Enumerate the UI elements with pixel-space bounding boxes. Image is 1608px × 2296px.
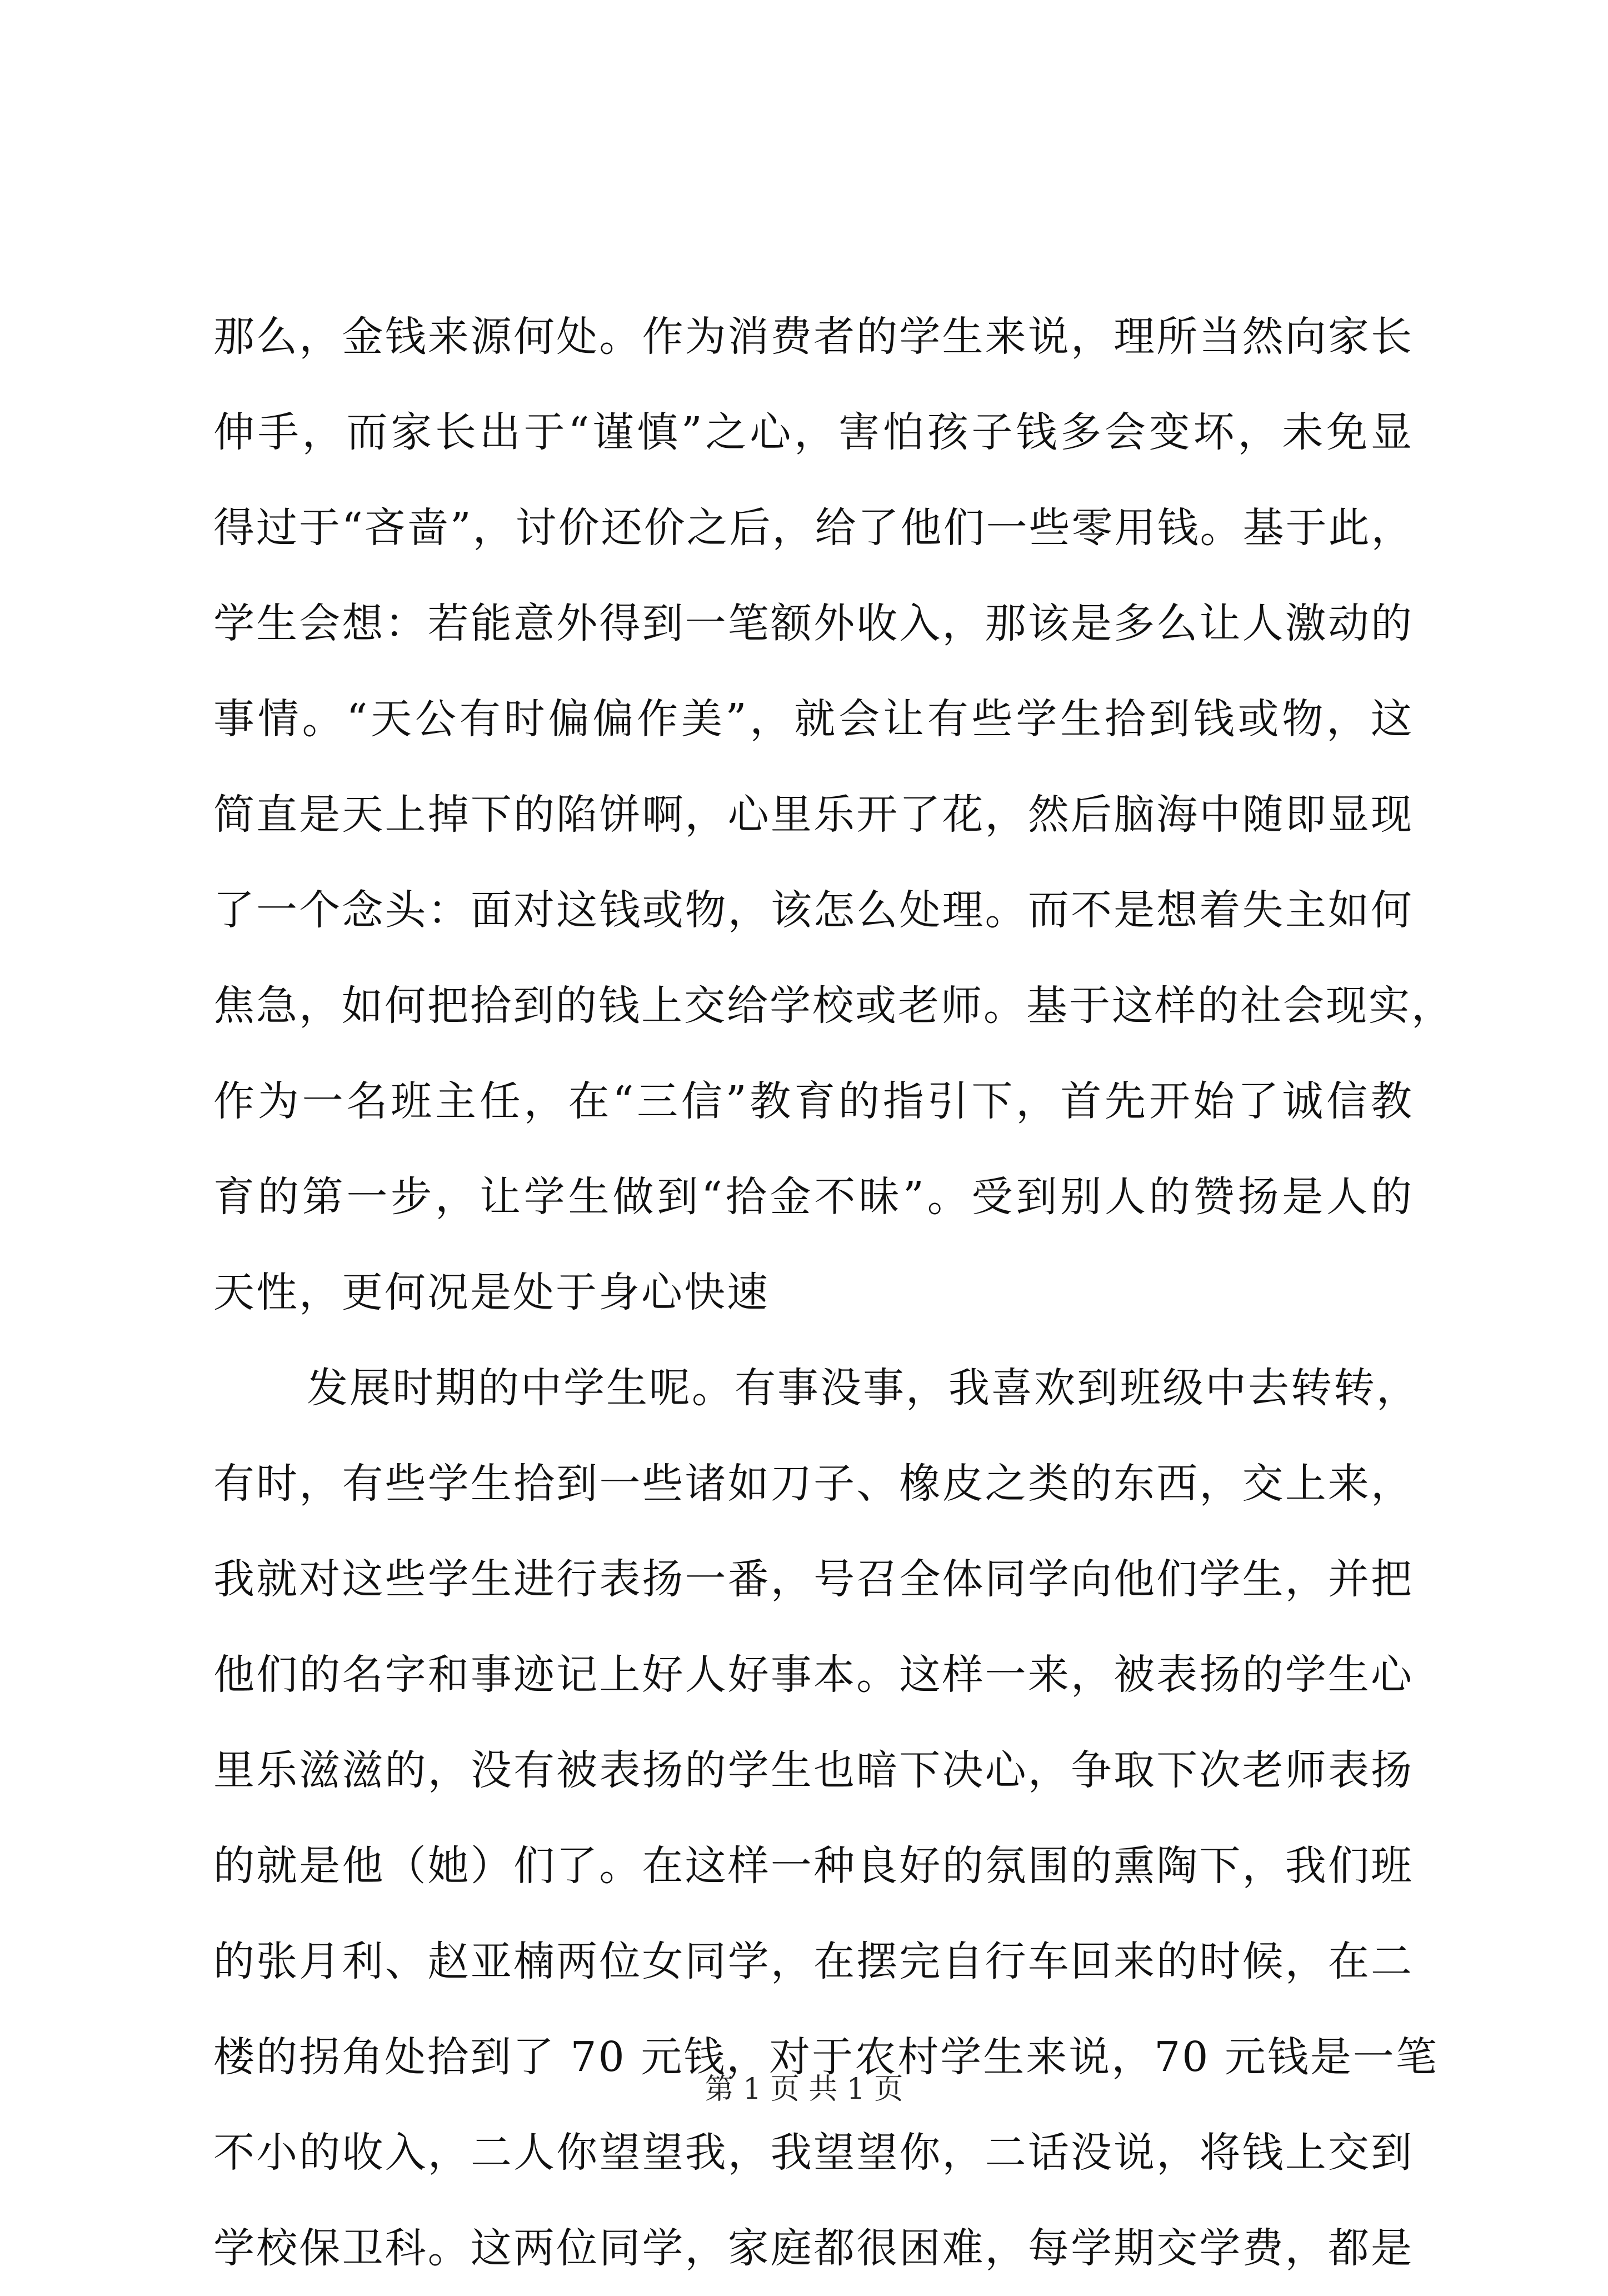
text-line: 有时，有些学生拾到一些诸如刀子、橡皮之类的东西，交上来，: [213, 1460, 1414, 1508]
text-line: 的就是他（她）们了。在这样一种良好的氛围的熏陶下，我们班: [213, 1842, 1414, 1890]
text-line: 伸手，而家长出于“谨慎”之心，害怕孩子钱多会变坏，未免显: [213, 408, 1414, 456]
document-body: [213, 289, 1454, 2296]
text-line: 那么，金钱来源何处。作为消费者的学生来说，理所当然向家长: [213, 313, 1414, 361]
text-line: 我就对这些学生进行表扬一番，号召全体同学向他们学生，并把: [213, 1555, 1414, 1603]
text-line: 里乐滋滋的，没有被表扬的学生也暗下决心，争取下次老师表扬: [213, 1746, 1414, 1794]
text-line: 得过于“吝啬”，讨价还价之后，给了他们一些零用钱。基于此，: [213, 504, 1414, 552]
text-line: 发展时期的中学生呢。有事没事，我喜欢到班级中去转转，: [307, 1364, 1419, 1412]
text-line: 焦急，如何把拾到的钱上交给学校或老师。基于这样的社会现实，: [213, 982, 1454, 1030]
paragraph-1: [213, 289, 1454, 1340]
text-line: 事情。“天公有时偏偏作美”，就会让有些学生拾到钱或物，这: [213, 695, 1414, 743]
text-line: 楼的拐角处拾到了 70 元钱，对于农村学生来说，70 元钱是一笔: [213, 2033, 1439, 2081]
text-line: 学生会想：若能意外得到一笔额外收入，那该是多么让人激动的: [213, 600, 1414, 647]
page-number-footer: 第 1 页 共 1 页: [705, 2073, 903, 2106]
text-line: 育的第一步，让学生做到“拾金不昧”。受到别人的赞扬是人的: [213, 1173, 1414, 1221]
paragraph-2: [213, 1340, 1439, 2296]
text-line: 学校保卫科。这两位同学，家庭都很困难，每学期交学费，都是: [213, 2224, 1414, 2272]
text-line: 不小的收入，二人你望望我，我望望你，二话没说，将钱上交到: [213, 2129, 1414, 2177]
text-line: 简直是天上掉下的陷饼啊，心里乐开了花，然后脑海中随即显现: [213, 791, 1414, 838]
text-line: 的张月利、赵亚楠两位女同学，在摆完自行车回来的时候，在二: [213, 1938, 1414, 1985]
text-line: 作为一名班主任，在“三信”教育的指引下，首先开始了诚信教: [213, 1077, 1414, 1125]
text-line: 他们的名字和事迹记上好人好事本。这样一来，被表扬的学生心: [213, 1651, 1414, 1699]
text-line: 了一个念头：面对这钱或物，该怎么处理。而不是想着失主如何: [213, 886, 1414, 934]
text-line: 天性，更何况是处于身心快速: [213, 1269, 770, 1316]
